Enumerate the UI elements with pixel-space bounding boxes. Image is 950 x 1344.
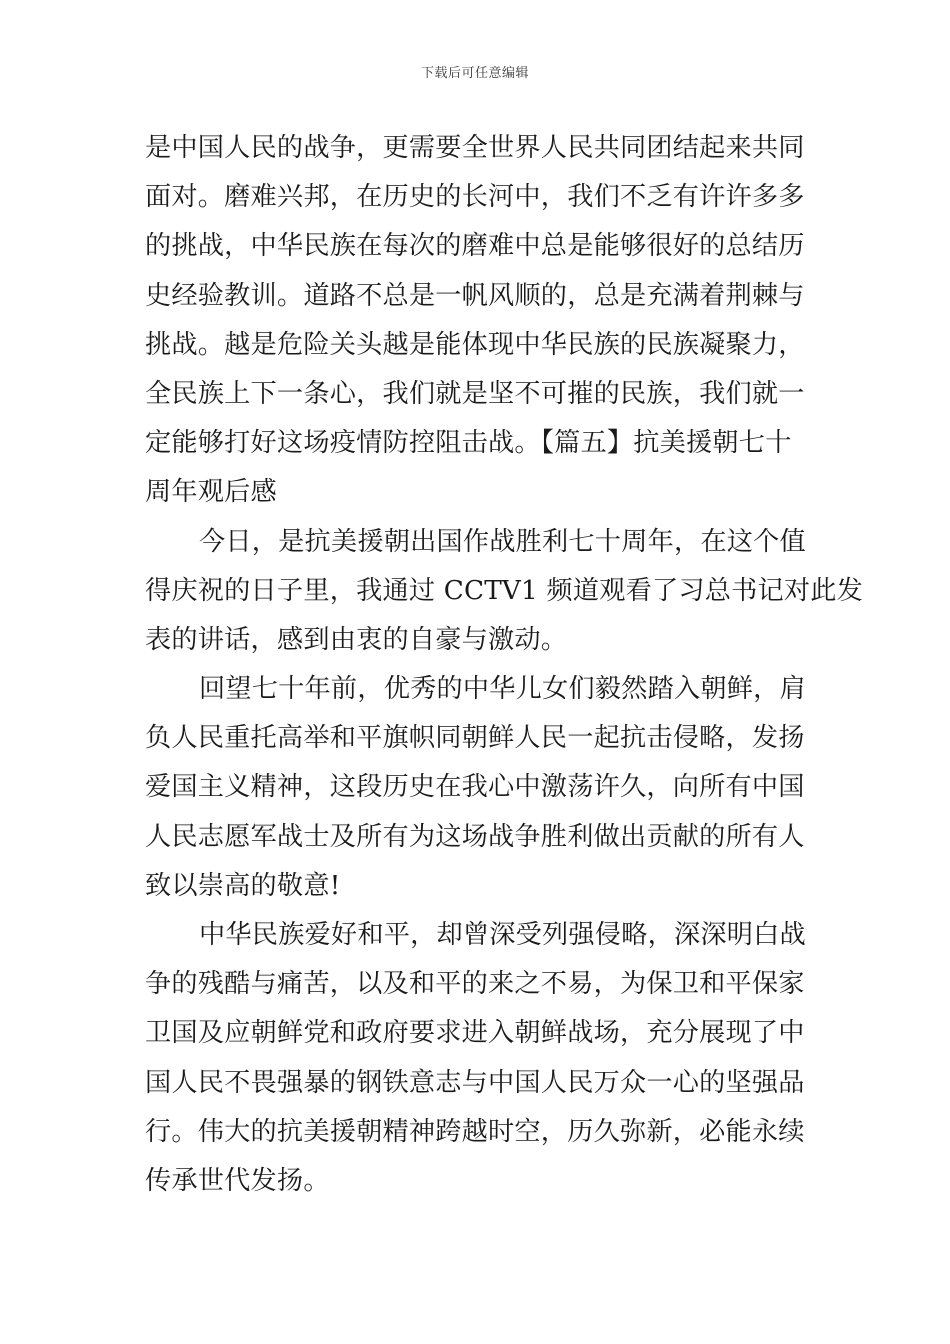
text-line: 定能够打好这场疫情防控阻击战。【篇五】抗美援朝七十 <box>145 428 792 459</box>
paragraph <box>145 518 864 666</box>
text-line: 的挑战，中华民族在每次的磨难中总是能够很好的总结历 <box>145 231 805 262</box>
document-body <box>145 124 864 1206</box>
paragraph <box>145 911 810 1206</box>
text-line: 传承世代发扬。 <box>145 1165 330 1196</box>
text-line: 卫国及应朝鲜党和政府要求进入朝鲜战场，充分展现了中 <box>145 1018 805 1049</box>
text-line: 全民族上下一条心，我们就是坚不可摧的民族，我们就一 <box>145 378 805 409</box>
text-line: 行。伟大的抗美援朝精神跨越时空，历久弥新，必能永续 <box>145 1116 805 1147</box>
text-line: 负人民重托高举和平旗帜同朝鲜人民一起抗击侵略，发扬 <box>145 723 805 754</box>
text-line: 人民志愿军战士及所有为这场战争胜利做出贡献的所有人 <box>145 821 805 852</box>
text-line: 得庆祝的日子里，我通过 CCTV1 频道观看了习总书记对此发 <box>145 575 864 606</box>
text-line: 周年观后感 <box>145 477 277 508</box>
text-line: 面对。磨难兴邦，在历史的长河中，我们不乏有许许多多 <box>145 182 805 213</box>
text-line: 爱国主义精神，这段历史在我心中激荡许久，向所有中国 <box>145 772 805 803</box>
text-line: 表的讲话，感到由衷的自豪与激动。 <box>145 624 568 655</box>
text-line: 史经验教训。道路不总是一帆风顺的，总是充满着荆棘与 <box>145 280 805 311</box>
text-line: 今日，是抗美援朝出国作战胜利七十周年，在这个值 <box>199 526 806 557</box>
text-line: 致以崇高的敬意! <box>145 870 341 901</box>
text-line: 挑战。越是危险关头越是能体现中华民族的民族凝聚力， <box>145 329 805 360</box>
paragraph <box>145 665 810 911</box>
text-line: 回望七十年前，优秀的中华儿女们毅然踏入朝鲜，肩 <box>199 674 806 705</box>
text-line: 中华民族爱好和平，却曾深受列强侵略，深深明白战 <box>199 920 806 950</box>
paragraph <box>145 124 810 518</box>
text-line: 是中国人民的战争，更需要全世界人民共同团结起来共同 <box>145 133 805 163</box>
page-header: 下载后可任意编辑 <box>420 66 529 81</box>
text-line: 争的残酷与痛苦，以及和平的来之不易，为保卫和平保家 <box>145 969 805 1000</box>
text-line: 国人民不畏强暴的钢铁意志与中国人民万众一心的坚强品 <box>145 1067 805 1098</box>
